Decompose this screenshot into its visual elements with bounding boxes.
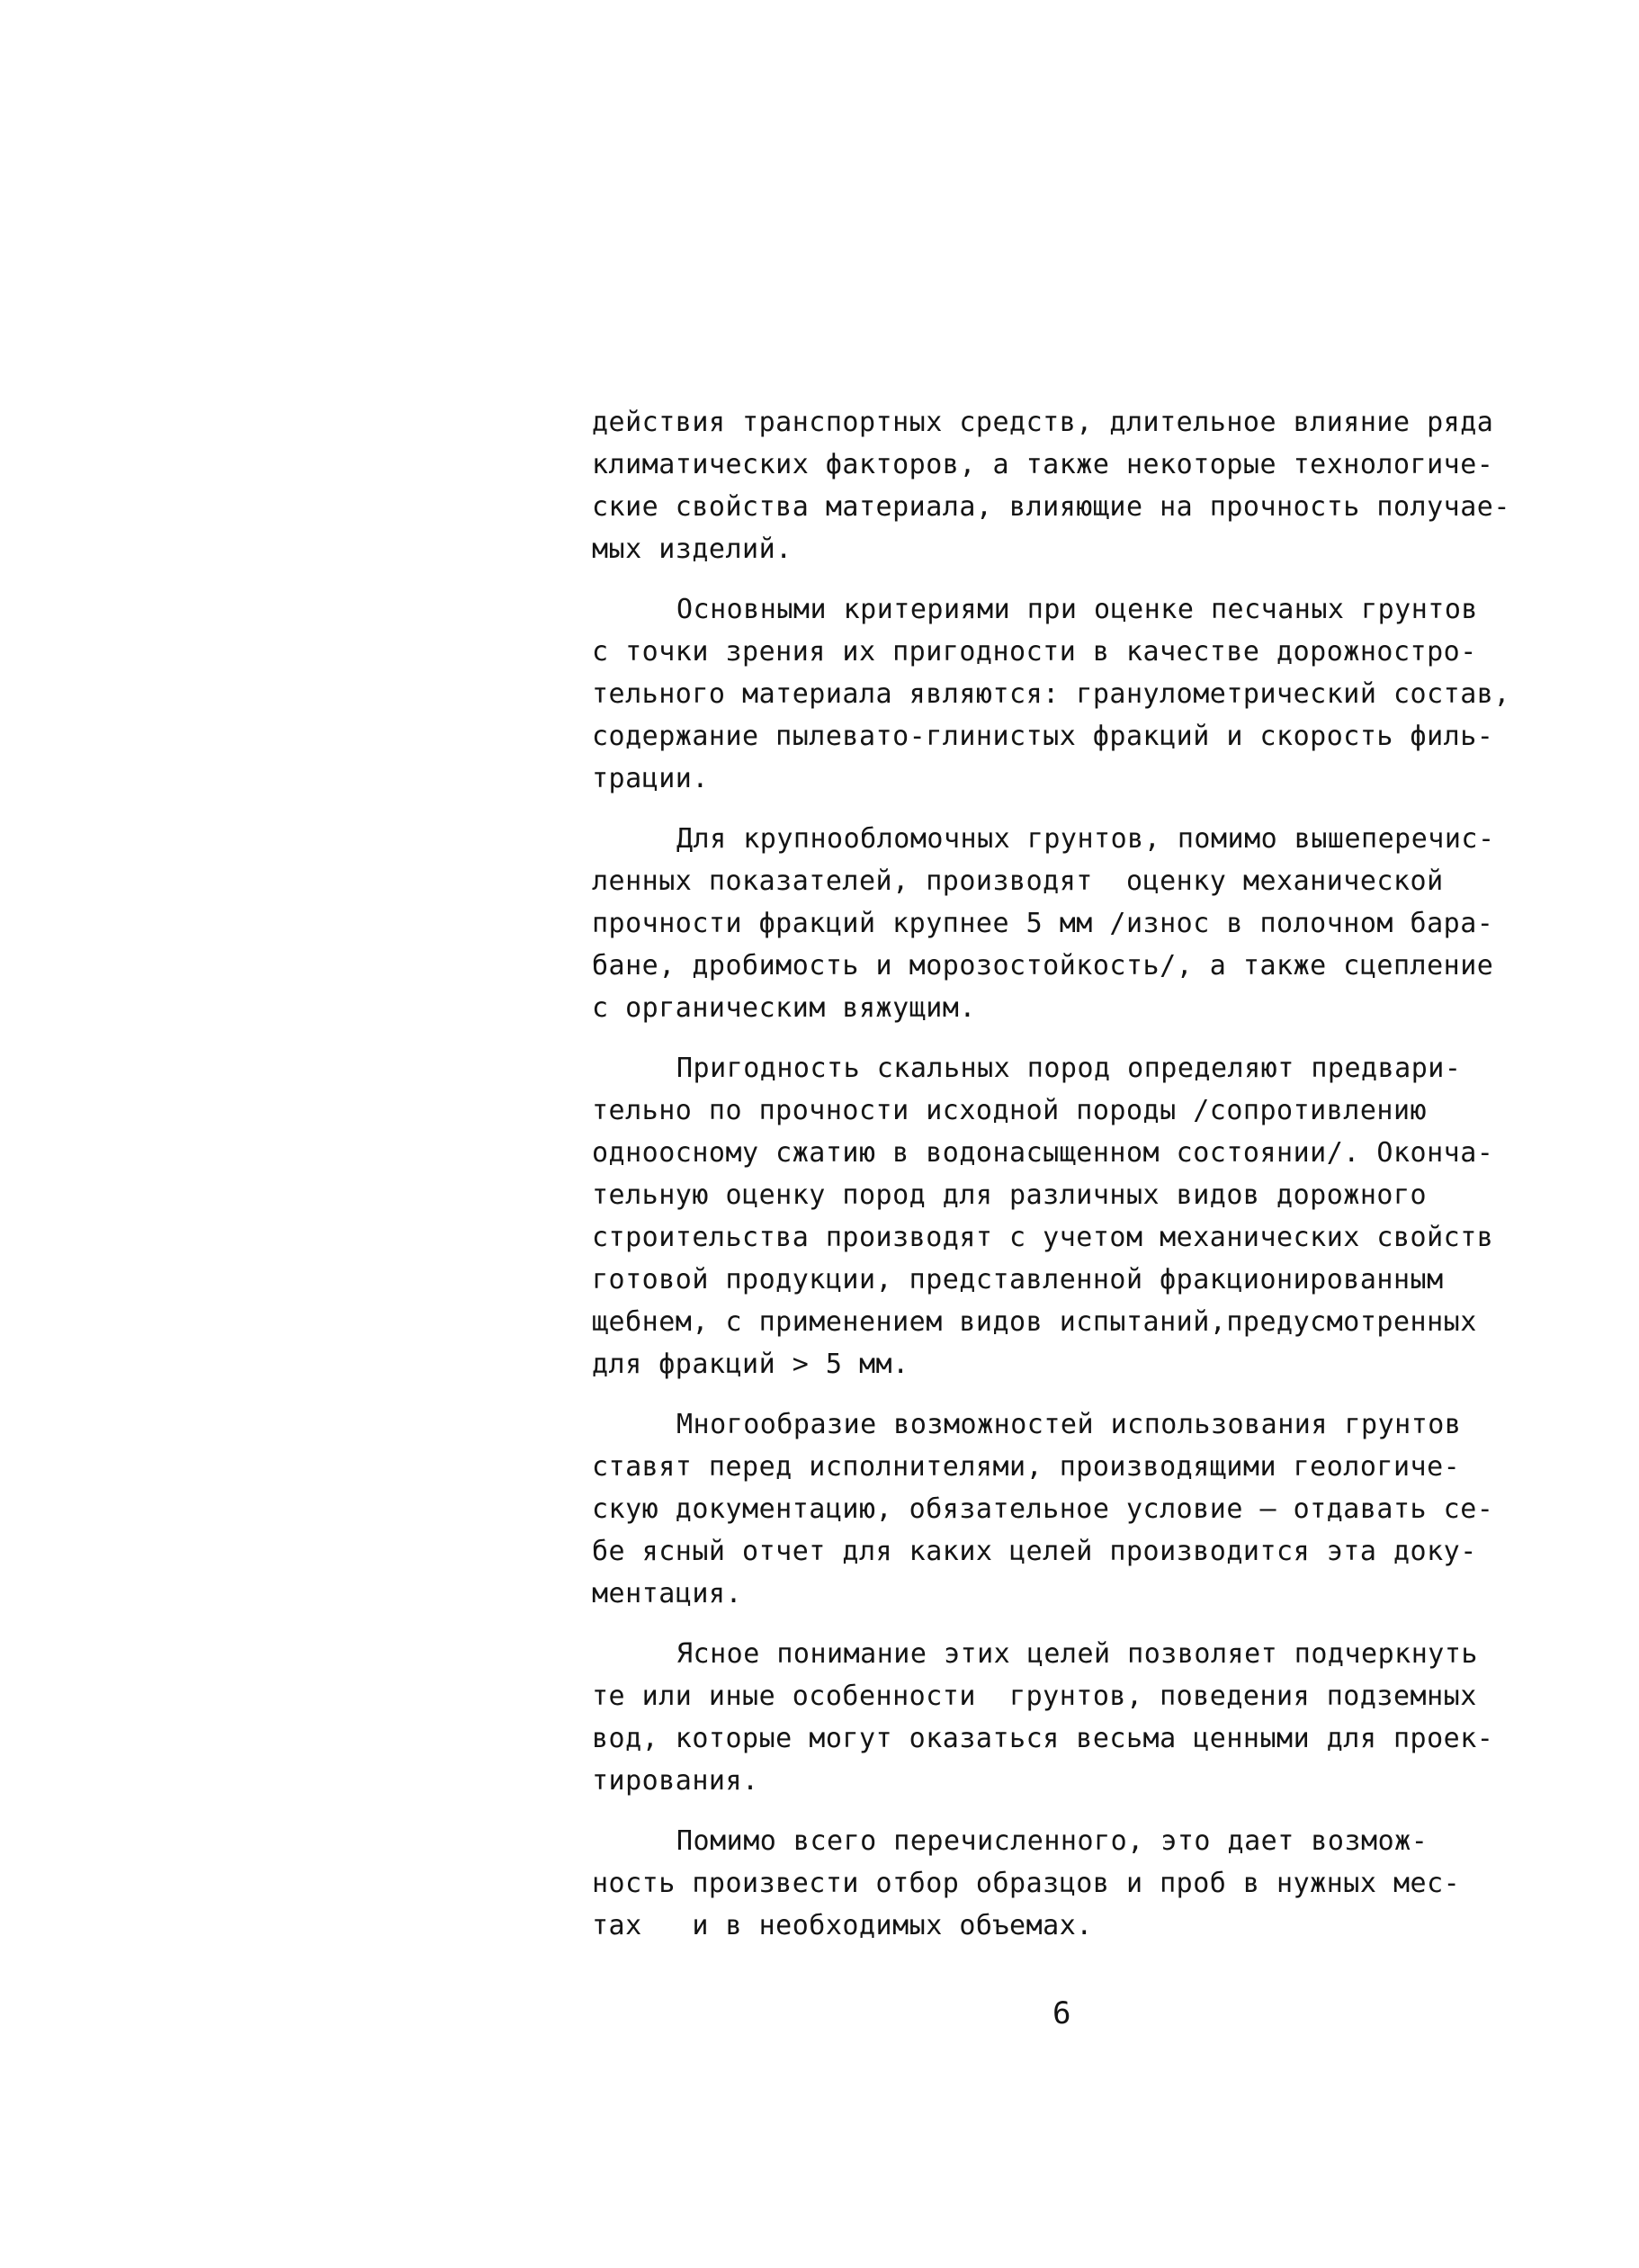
- text-line: ставят перед исполнителями, производящими геологиче-: [592, 1451, 1461, 1483]
- paragraph-7: [592, 1820, 1581, 1947]
- paragraph-4: [592, 1047, 1581, 1385]
- text-line: с органическим вяжущим.: [592, 992, 976, 1024]
- text-line: Помимо всего перечисленного, это дает возмож-: [676, 1825, 1429, 1857]
- text-line: климатических факторов, а также некоторые технологиче-: [592, 449, 1494, 480]
- text-line: содержание пылевато-глинистых фракций и скорость филь-: [592, 721, 1494, 752]
- text-line: тельного материала являются: гранулометрический состав,: [592, 678, 1510, 710]
- paragraph-1: [592, 401, 1581, 570]
- text-line: для фракций > 5 мм.: [592, 1349, 909, 1380]
- text-line: трации.: [592, 763, 709, 794]
- text-line: мых изделий.: [592, 533, 793, 565]
- text-line: бе ясный отчет для каких целей производится эта доку-: [592, 1536, 1477, 1567]
- page-number: 6: [1052, 1995, 1071, 2031]
- text-line: скую документацию, обязательное условие – отдавать се-: [592, 1493, 1494, 1525]
- text-line: ленных показателей, производят оценку механической: [592, 865, 1444, 897]
- text-line: ность произвести отбор образцов и проб в нужных мес-: [592, 1868, 1461, 1899]
- text-line: с точки зрения их пригодности в качестве дорожностро-: [592, 636, 1477, 668]
- text-line: те или иные особенности грунтов, поведения подземных: [592, 1681, 1477, 1712]
- text-line: бане, дробимость и морозостойкость/, а также сцепление: [592, 950, 1494, 982]
- text-line: тах и в необходимых объемах.: [592, 1910, 1093, 1941]
- text-line: одноосному сжатию в водонасыщенном состоянии/. Оконча-: [592, 1137, 1494, 1169]
- text-line: Многообразие возможностей использования грунтов: [676, 1409, 1462, 1440]
- text-line: прочности фракций крупнее 5 мм /износ в полочном бара-: [592, 908, 1494, 939]
- paragraph-3: [592, 818, 1581, 1029]
- text-line: Ясное понимание этих целей позволяет подчеркнуть: [676, 1638, 1478, 1670]
- body-text: [592, 401, 1581, 1965]
- text-line: строительства производят с учетом механических свойств: [592, 1222, 1494, 1253]
- text-line: тельно по прочности исходной породы /сопротивлению: [592, 1095, 1428, 1126]
- text-line: ские свойства материала, влияющие на прочность получае-: [592, 491, 1510, 523]
- paragraph-5: [592, 1403, 1581, 1615]
- text-line: тельную оценку пород для различных видов дорожного: [592, 1179, 1428, 1211]
- paragraph-2: [592, 588, 1581, 800]
- text-line: Основными критериями при оценке песчаных грунтов: [676, 594, 1478, 625]
- text-line: тирования.: [592, 1765, 759, 1797]
- text-line: Для крупнообломочных грунтов, помимо вышеперечис-: [676, 823, 1495, 855]
- text-line: ментация.: [592, 1578, 743, 1609]
- text-line: Пригодность скальных пород определяют предвари-: [676, 1053, 1462, 1084]
- text-line: вод, которые могут оказаться весьма ценными для проек-: [592, 1723, 1494, 1754]
- text-line: готовой продукции, представленной фракционированным: [592, 1264, 1444, 1295]
- paragraph-6: [592, 1633, 1581, 1802]
- text-line: щебнем, с применением видов испытаний,предусмотренных: [592, 1306, 1477, 1338]
- text-line: действия транспортных средств, длительное влияние ряда: [592, 407, 1494, 438]
